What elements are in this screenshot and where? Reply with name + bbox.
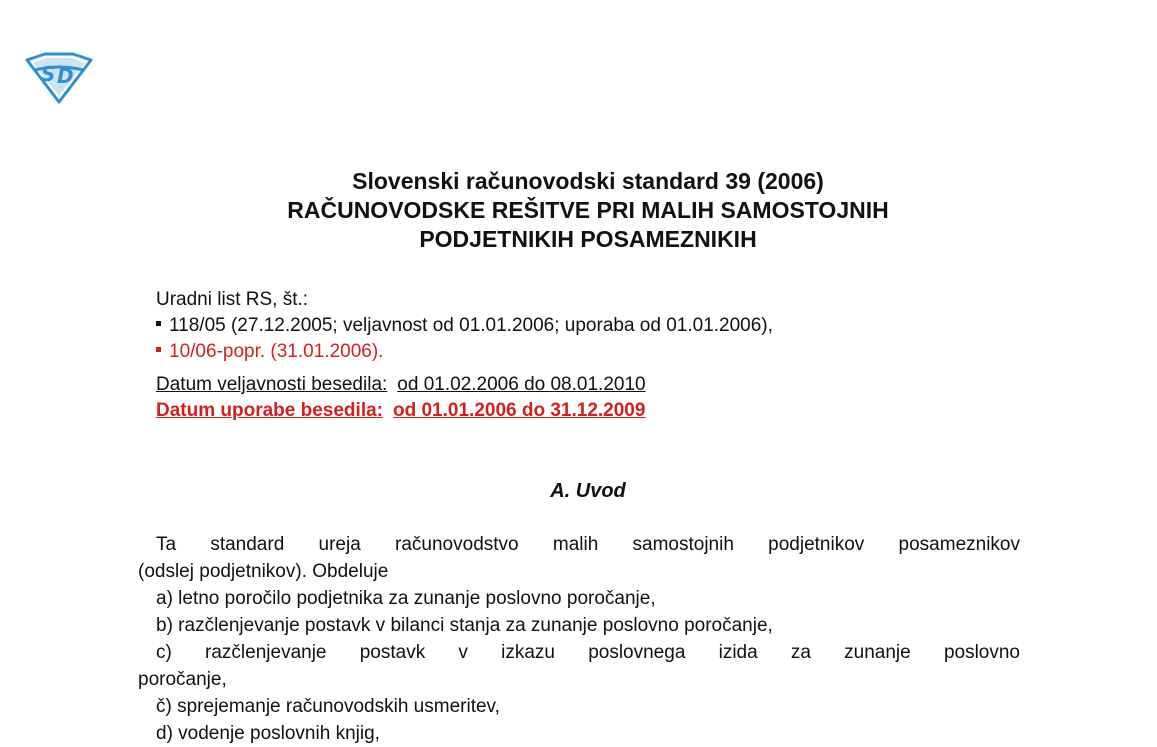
list-item: d) vodenje poslovnih knjig, (156, 723, 380, 744)
bullet-icon (156, 321, 161, 326)
list-item: c) razčlenjevanje postavk v izkazu poslovnega izida za zunanje poslovno (156, 642, 1020, 663)
gazette-block (156, 287, 773, 365)
application-label: Datum uporabe besedila: (156, 400, 383, 421)
title-line-1: Slovenski računovodski standard 39 (2006) (352, 168, 824, 194)
list-item: a) letno poročilo podjetnika za zunanje poslovno poročanje, (156, 588, 656, 609)
gazette-label: Uradni list RS, št.: (156, 289, 309, 310)
bullet-icon (156, 347, 161, 352)
svg-text:D: D (57, 64, 74, 88)
sd-logo-icon (23, 52, 95, 104)
title-line-2: RAČUNOVODSKE REŠITVE PRI MALIH SAMOSTOJNIH (287, 197, 889, 223)
list-item-continuation: poročanje, (138, 669, 227, 690)
svg-text:S: S (41, 62, 56, 86)
gazette-item: 118/05 (27.12.2005; veljavnost od 01.01.2006; uporaba od 01.01.2006), (156, 313, 773, 339)
intro-paragraph: Ta standard ureja računovodstvo malih samostojnih podjetnikov posameznikov (odslej podjetnikov). Obdeluje (138, 534, 1020, 582)
gazette-item-correction: 10/06-popr. (31.01.2006). (156, 339, 773, 365)
application-row (156, 398, 646, 424)
list-item: b) razčlenjevanje postavk v bilanci stanja za zunanje poslovno poročanje, (156, 615, 773, 636)
application-value: od 01.01.2006 do 31.12.2009 (393, 400, 646, 421)
document-title (0, 167, 1157, 254)
title-line-3: PODJETNIKIH POSAMEZNIKIH (419, 226, 757, 252)
validity-row (156, 372, 646, 398)
dates-block (156, 372, 646, 424)
section-body (138, 531, 1020, 747)
section-heading: A. Uvod (550, 480, 626, 502)
validity-label: Datum veljavnosti besedila: (156, 374, 388, 395)
validity-value: od 01.02.2006 do 08.01.2010 (397, 374, 646, 395)
list-item: č) sprejemanje računovodskih usmeritev, (156, 696, 500, 717)
